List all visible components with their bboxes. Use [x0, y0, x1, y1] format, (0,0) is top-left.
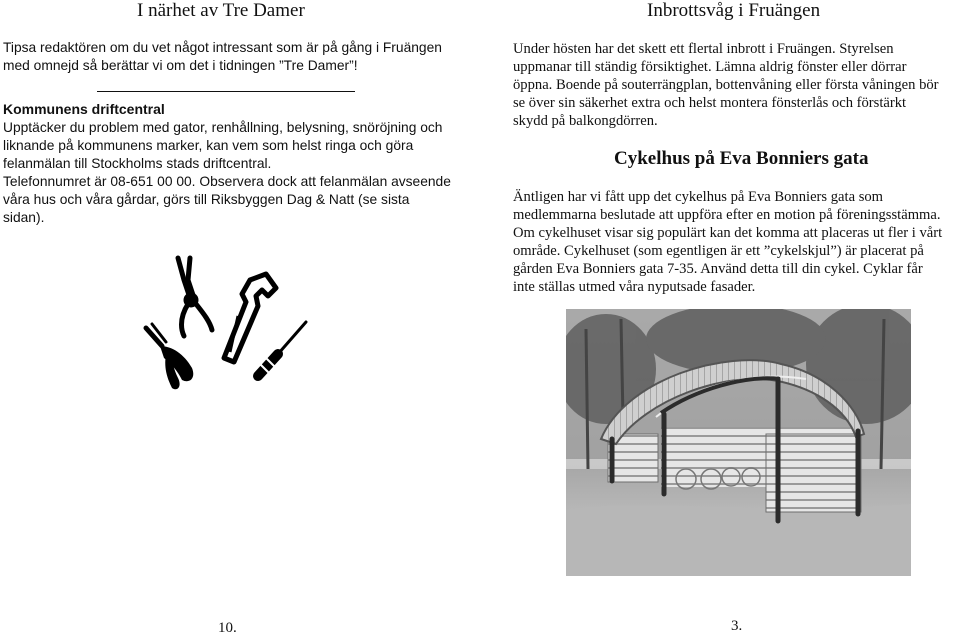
text-line: gården Eva Bonniers gata 7-35. Använd detta till din cykel. Cyklar får	[513, 261, 923, 277]
text-line: skydd på balkongdörren.	[513, 113, 658, 129]
wrench-icon	[224, 274, 276, 362]
text-line: Telefonnumret är 08-651 00 00. Observera dock att felanmälan avseende	[3, 174, 451, 189]
screwdriver-icon	[258, 322, 306, 376]
text-line: Om cykelhuset visar sig populärt kan det komma att placeras ut fler i vårt	[513, 225, 943, 241]
tools-illustration	[138, 250, 318, 400]
text-line: se över sin säkerhet extra och helst montera fönsterlås och förstärkt	[513, 95, 907, 111]
pliers-icon	[178, 258, 212, 336]
text-line: liknande på kommunens marker, kan vem som helst ringa och göra	[3, 138, 414, 153]
text-line: sidan).	[3, 210, 45, 225]
intro-paragraph	[3, 39, 442, 75]
text-line: Tipsa redaktören om du vet något intressant som är på gång i Fruängen	[3, 40, 442, 55]
section-divider	[97, 91, 355, 92]
section-heading-driftcentral: Kommunens driftcentral	[3, 101, 165, 117]
text-line: inte ställas utmed våra nyputsade fasader.	[513, 279, 756, 295]
text-line: uppmanar till ständig försiktighet. Lämna aldrig fönster eller dörrar	[513, 59, 907, 75]
text-line: medlemmarna beslutade att uppföra efter en motion på föreningsstämma.	[513, 207, 941, 223]
driftcentral-paragraph	[3, 119, 451, 227]
bike-shed-heading: Cykelhus på Eva Bonniers gata	[614, 148, 869, 169]
text-line: öppna. Boende på souterrängplan, bottenvåning eller första våningen bör	[513, 77, 939, 93]
cutter-icon	[146, 324, 193, 389]
page-number-right: 3.	[731, 618, 743, 634]
text-line: felanmälan till Stockholms stads driftcentral.	[3, 156, 272, 171]
page-number-left: 10.	[218, 620, 237, 636]
text-line: med omnejd så berättar vi om det i tidningen ”Tre Damer”!	[3, 58, 358, 73]
bike-shed-photo	[566, 309, 911, 576]
text-line: område. Cykelhuset (som egentligen är ett ”cykelskjul”) är placerat på	[513, 243, 924, 259]
right-page-title: Inbrottsvåg i Fruängen	[647, 0, 821, 21]
text-line: Upptäcker du problem med gator, renhållning, belysning, snöröjning och	[3, 120, 443, 135]
text-line: våra hus och våra gårdar, görs till Riksbyggen Dag & Natt (se sista	[3, 192, 410, 207]
left-page-title: I närhet av Tre Damer	[137, 0, 305, 21]
bike-shed-paragraph	[513, 188, 942, 296]
text-line: Äntligen har vi fått upp det cykelhus på Eva Bonniers gata som	[513, 189, 884, 205]
burglary-paragraph	[513, 40, 939, 130]
text-line: Under hösten har det skett ett flertal inbrott i Fruängen. Styrelsen	[513, 41, 894, 57]
